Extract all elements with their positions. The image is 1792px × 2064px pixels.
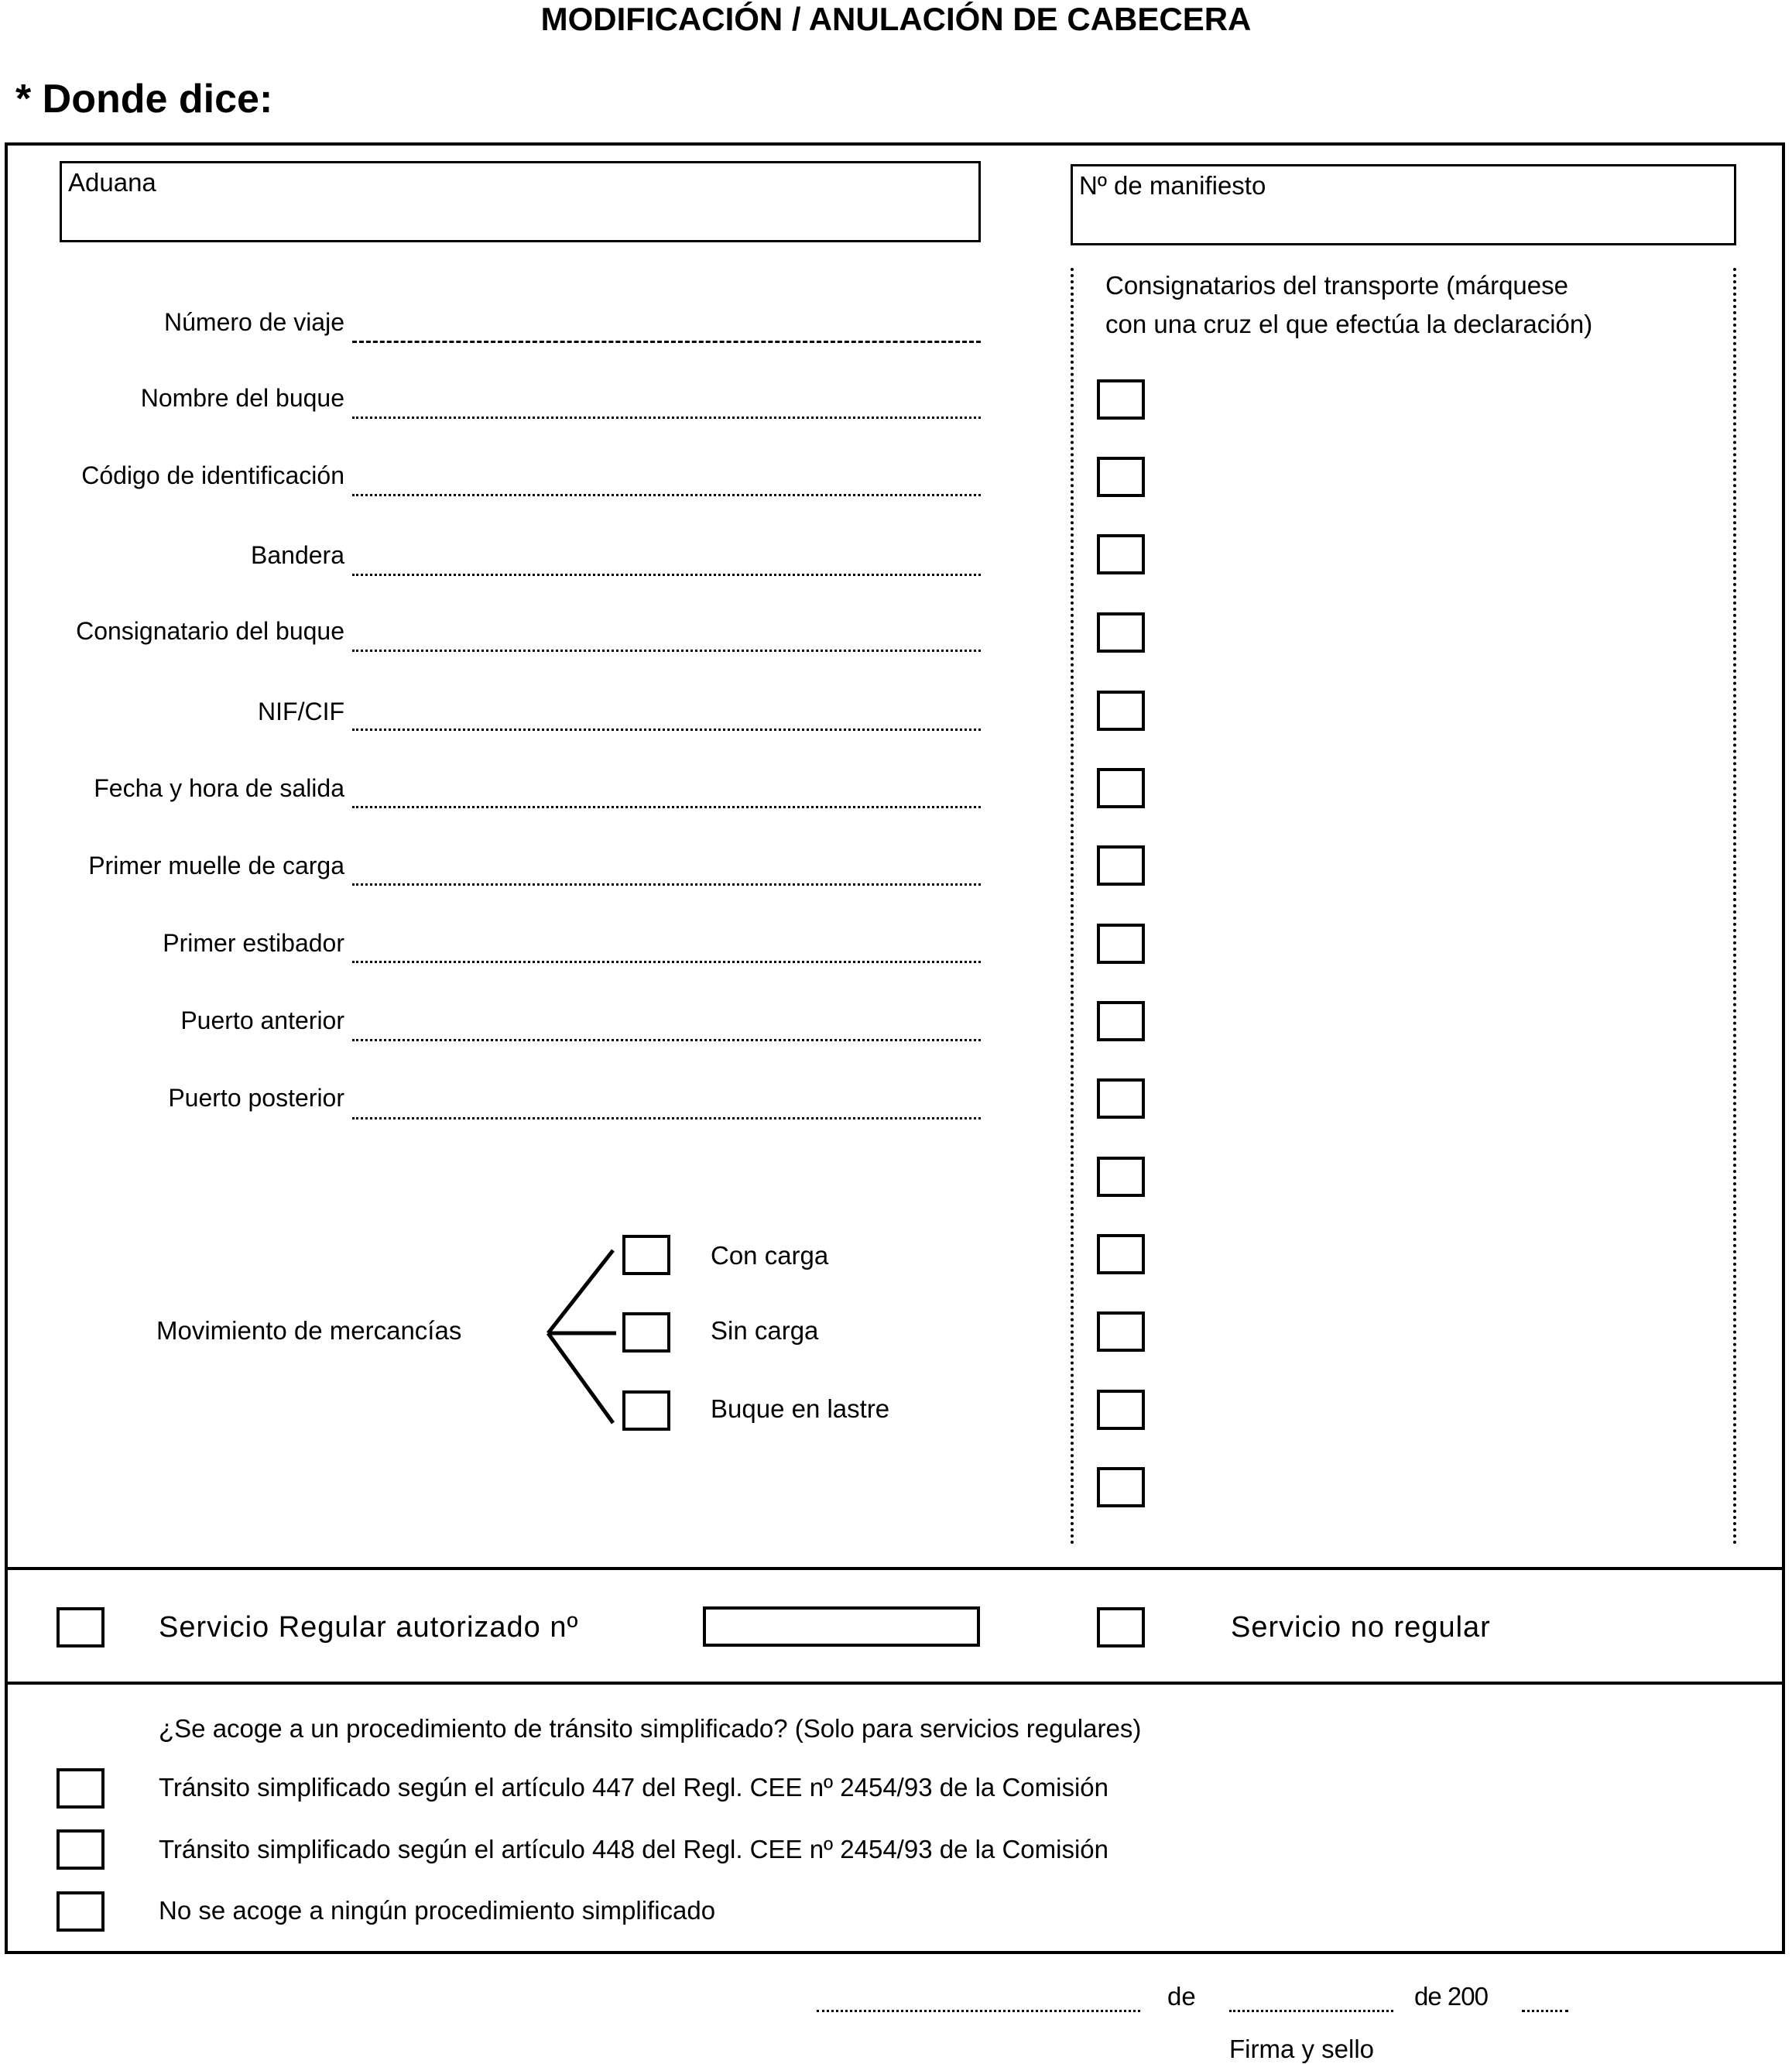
field-line-nif-cif[interactable] <box>352 729 981 731</box>
field-label-nombre-buque: Nombre del buque <box>140 384 344 412</box>
servicio-no-regular-checkbox[interactable] <box>1097 1607 1145 1647</box>
consignatario-checkbox[interactable] <box>1097 924 1145 964</box>
field-line-nombre-buque[interactable] <box>352 417 981 419</box>
con-carga-checkbox[interactable] <box>622 1235 670 1275</box>
consignatario-checkbox[interactable] <box>1097 612 1145 653</box>
buque-lastre-checkbox[interactable] <box>622 1390 670 1431</box>
firma-label: Firma y sello <box>1229 2035 1375 2063</box>
consignatario-checkbox[interactable] <box>1097 1234 1145 1274</box>
field-line-consignatario-buque[interactable] <box>352 650 981 652</box>
field-label-codigo-identificacion: Código de identificación <box>81 461 344 489</box>
consignatario-checkbox[interactable] <box>1097 379 1145 420</box>
servicio-regular-number-field[interactable] <box>703 1606 980 1647</box>
consignatarios-heading-2: con una cruz el que efectúa la declaración) <box>1105 310 1593 338</box>
field-label-primer-muelle: Primer muelle de carga <box>88 852 344 879</box>
movimiento-label: Movimiento de mercancías <box>156 1316 462 1345</box>
transito-448-label: Tránsito simplificado según el artículo 448 del Regl. CEE nº 2454/93 de la Comisión <box>159 1835 1108 1863</box>
transito-447-checkbox[interactable] <box>57 1768 105 1809</box>
consignatario-checkbox[interactable] <box>1097 457 1145 497</box>
field-line-primer-muelle[interactable] <box>352 883 981 886</box>
con-carga-label: Con carga <box>711 1241 829 1270</box>
field-label-puerto-posterior: Puerto posterior <box>168 1084 344 1112</box>
field-line-primer-estibador[interactable] <box>352 961 981 963</box>
consignatarios-right-border <box>1733 268 1736 1545</box>
consignatario-checkbox[interactable] <box>1097 1001 1145 1041</box>
servicio-regular-checkbox[interactable] <box>57 1607 105 1647</box>
date-year-blank[interactable] <box>1522 2010 1568 2012</box>
sin-carga-label: Sin carga <box>711 1316 819 1345</box>
manifiesto-label: Nº de manifiesto <box>1079 171 1266 200</box>
field-line-puerto-anterior[interactable] <box>352 1039 981 1041</box>
field-line-fecha-salida[interactable] <box>352 806 981 808</box>
divider <box>5 1567 1785 1570</box>
field-label-consignatario-buque: Consignatario del buque <box>76 617 344 645</box>
field-label-nif-cif: NIF/CIF <box>258 698 344 725</box>
date-month-blank[interactable] <box>1229 2010 1393 2012</box>
consignatario-checkbox[interactable] <box>1097 1157 1145 1197</box>
servicio-no-regular-label: Servicio no regular <box>1231 1611 1491 1644</box>
aduana-field[interactable] <box>60 161 981 242</box>
section-title: * Donde dice: <box>15 77 273 122</box>
consignatario-checkbox[interactable] <box>1097 768 1145 808</box>
field-label-primer-estibador: Primer estibador <box>163 929 344 957</box>
date-de-label: de <box>1167 1982 1196 2011</box>
field-line-puerto-posterior[interactable] <box>352 1117 981 1119</box>
no-transito-checkbox[interactable] <box>57 1891 105 1932</box>
field-label-fecha-salida: Fecha y hora de salida <box>94 774 344 802</box>
field-line-bandera[interactable] <box>352 574 981 576</box>
bracket-lines <box>542 1239 627 1428</box>
consignatario-checkbox[interactable] <box>1097 534 1145 574</box>
field-label-numero-viaje: Número de viaje <box>164 308 344 336</box>
aduana-label: Aduana <box>68 168 156 197</box>
consignatario-checkbox[interactable] <box>1097 1311 1145 1352</box>
consignatario-checkbox[interactable] <box>1097 691 1145 731</box>
consignatarios-heading-1: Consignatarios del transporte (márquese <box>1105 271 1568 300</box>
transito-448-checkbox[interactable] <box>57 1829 105 1870</box>
page-title: MODIFICACIÓN / ANULACIÓN DE CABECERA <box>540 1 1252 37</box>
servicio-regular-label: Servicio Regular autorizado nº <box>159 1611 579 1644</box>
field-label-bandera: Bandera <box>251 541 344 569</box>
field-label-puerto-anterior: Puerto anterior <box>180 1006 344 1034</box>
manifiesto-field[interactable] <box>1071 164 1736 245</box>
no-transito-label: No se acoge a ningún procedimiento simplificado <box>159 1896 716 1925</box>
consignatarios-left-border <box>1071 268 1074 1545</box>
consignatario-checkbox[interactable] <box>1097 1078 1145 1119</box>
transito-question: ¿Se acoge a un procedimiento de tránsito simplificado? (Solo para servicios regulares) <box>159 1714 1142 1743</box>
date-year-label: de 200 <box>1414 1982 1488 2011</box>
consignatario-checkbox[interactable] <box>1097 845 1145 886</box>
sin-carga-checkbox[interactable] <box>622 1312 670 1353</box>
buque-lastre-label: Buque en lastre <box>711 1394 890 1423</box>
transito-447-label: Tránsito simplificado según el artículo 447 del Regl. CEE nº 2454/93 de la Comisión <box>159 1773 1108 1802</box>
consignatario-checkbox[interactable] <box>1097 1390 1145 1430</box>
divider <box>5 1682 1785 1685</box>
date-day-blank[interactable] <box>817 2010 1140 2012</box>
field-line-codigo-identificacion[interactable] <box>352 494 981 496</box>
consignatario-checkbox[interactable] <box>1097 1467 1145 1507</box>
field-line-numero-viaje[interactable] <box>352 341 981 343</box>
